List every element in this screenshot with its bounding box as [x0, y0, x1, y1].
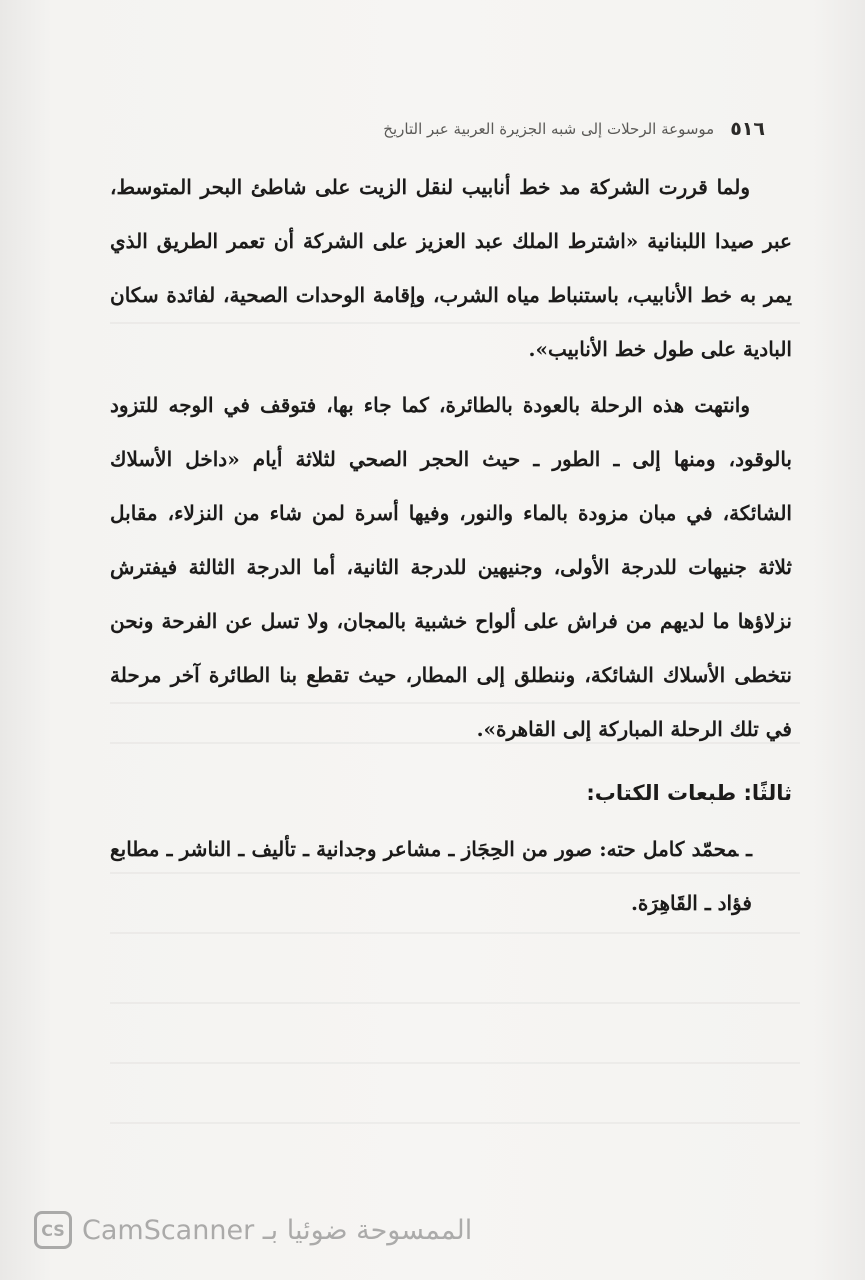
entry-dash: ـ: [746, 837, 752, 861]
camscanner-logo-icon: CS: [34, 1211, 72, 1249]
bleed-through-line: [110, 1122, 800, 1124]
bleed-through-line: [110, 1002, 800, 1004]
section-heading: ثالثًا: طبعات الكتاب:: [586, 781, 792, 805]
running-title: موسوعة الرحلات إلى شبه الجزيرة العربية عبر التاريخ: [383, 120, 715, 138]
bleed-through-line: [110, 1062, 800, 1064]
page-header: [383, 112, 765, 146]
bleed-through-line: [110, 932, 800, 934]
bibliography-entry: [110, 822, 792, 930]
page-number: ٥١٦: [730, 118, 765, 140]
watermark-text: CamScanner الممسوحة ضوئيا بـ: [82, 1214, 473, 1246]
paragraph-return-journey: وانتهت هذه الرحلة بالعودة بالطائرة، كما جاء بها، فتوقف في الوجه للتزود بالوقود، ومنها إلى ـ الطور ـ حيث الحجر الصحي لثلاثة أيام «داخل الأسلاك الشائكة، في مبان مزودة بالماء والنور، وفيها أسرة لمن شاء من النزلاء، مقابل ثلاثة جنيهات للدرجة الأولى، وجنيهين للدرجة الثانية، أما الدرجة الثالثة فيفترش نزلاؤها ما لديهم من فراش على ألواح خشبية بالمجان، ولا تسل عن الفرحة ونحن نتخطى الأسلاك الشائكة، وننطلق إلى المطار، حيث تقطع بنا الطائرة آخر مرحلة في تلك الرحلة المباركة إلى القاهرة».: [110, 393, 792, 741]
page-body: [110, 160, 792, 930]
camscanner-watermark: [34, 1206, 472, 1254]
paragraph-pipeline: ولما قررت الشركة مد خط أنابيب لنقل الزيت على شاطئ البحر المتوسط، عبر صيدا اللبنانية «اشترط الملك عبد العزيز على الشركة أن تعمر الطريق الذي يمر به خط الأنابيب، باستنباط مياه الشرب، وإقامة الوحدات الصحية، لفائدة سكان البادية على طول خط الأنابيب».: [110, 175, 792, 361]
entry-text: محمّد كامل حته: صور من الحِجَاز ـ مشاعر وجدانية ـ تأليف ـ الناشر ـ مطابع فؤاد ـ القَاهِرَة.: [110, 837, 752, 915]
